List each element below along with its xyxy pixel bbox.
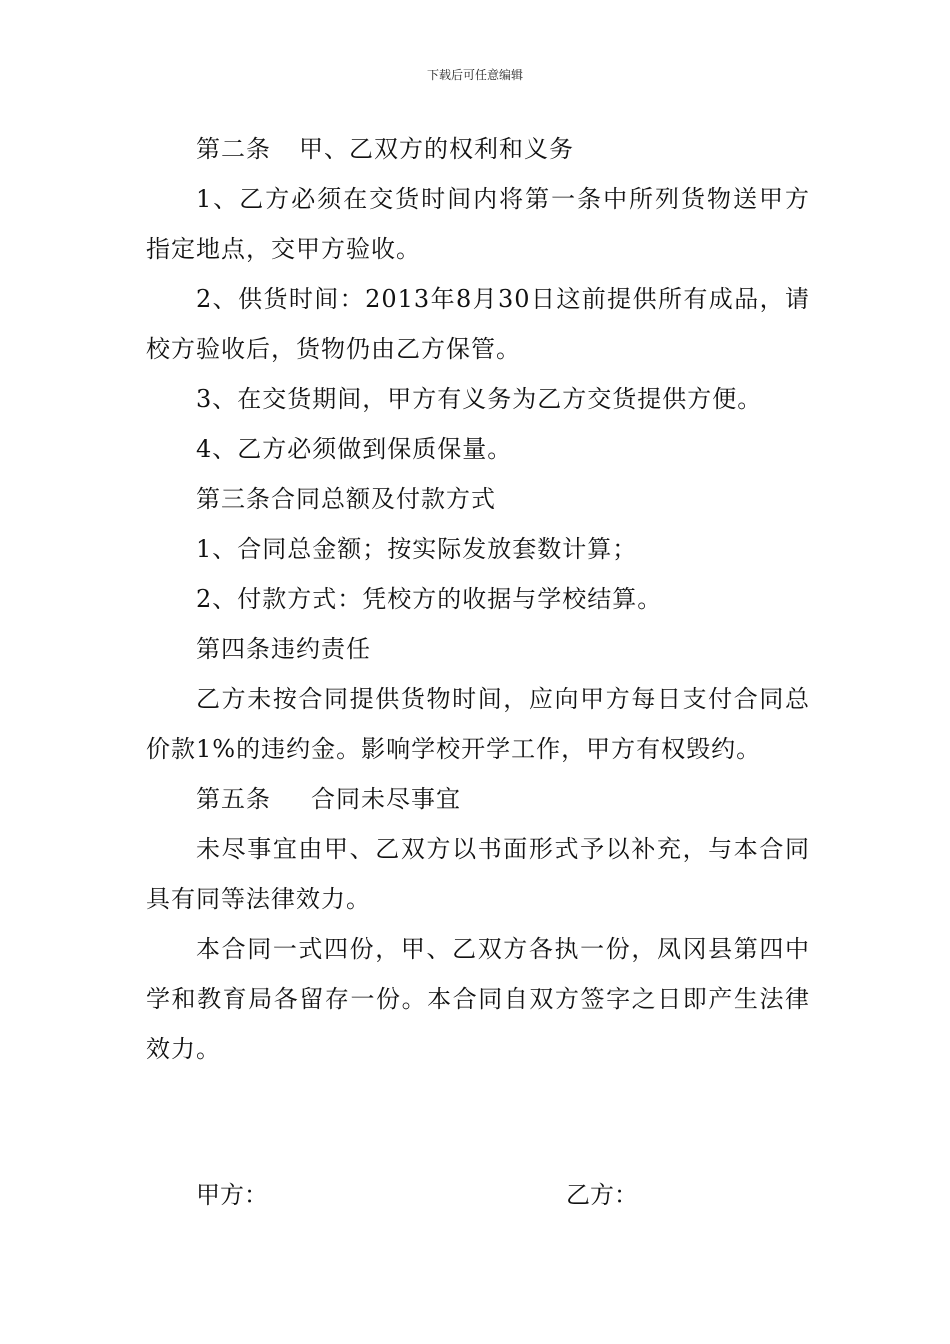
article2-title-prefix: 第二条 [196,135,271,163]
signature-line [196,1170,816,1220]
article3-item-2: 2、付款方式：凭校方的收据与学校结算。 [196,585,663,613]
article3-title: 第三条合同总额及付款方式 [196,485,496,513]
article2-item-2: 2、供货时间：2013年8月30日这前提供所有成品，请校方验收后，货物仍由乙方保管。 [146,285,810,363]
article2-item-4: 4、乙方必须做到保质保量。 [196,435,513,463]
article5-title-text: 合同未尽事宜 [311,785,461,813]
header-note: 下载后可任意编辑 [426,68,523,82]
article2-title-text: 甲、乙双方的权利和义务 [299,135,574,163]
article2-item-1: 1、乙方必须在交货时间内将第一条中所列货物送甲方指定地点，交甲方验收。 [146,185,810,263]
article4-title: 第四条违约责任 [196,635,371,663]
party-a-label: 甲方： [196,1181,268,1209]
article2-title [146,124,810,174]
article5-title [146,774,810,824]
contract-body [146,124,810,1074]
article5-text: 未尽事宜由甲、乙双方以书面形式予以补充，与本合同具有同等法律效力。 [146,835,810,913]
article2-item-3: 3、在交货期间，甲方有义务为乙方交货提供方便。 [196,385,763,413]
article4-text: 乙方未按合同提供货物时间，应向甲方每日支付合同总价款1%的违约金。影响学校开学工作，甲方有权毁约。 [146,685,810,763]
article3-item-1: 1、合同总金额；按实际发放套数计算； [196,535,638,563]
closing-text: 本合同一式四份，甲、乙双方各执一份，凤冈县第四中学和教育局各留存一份。本合同自双方签字之日即产生法律效力。 [146,935,810,1063]
party-b-label: 乙方： [566,1181,638,1209]
article5-title-prefix: 第五条 [196,785,271,813]
